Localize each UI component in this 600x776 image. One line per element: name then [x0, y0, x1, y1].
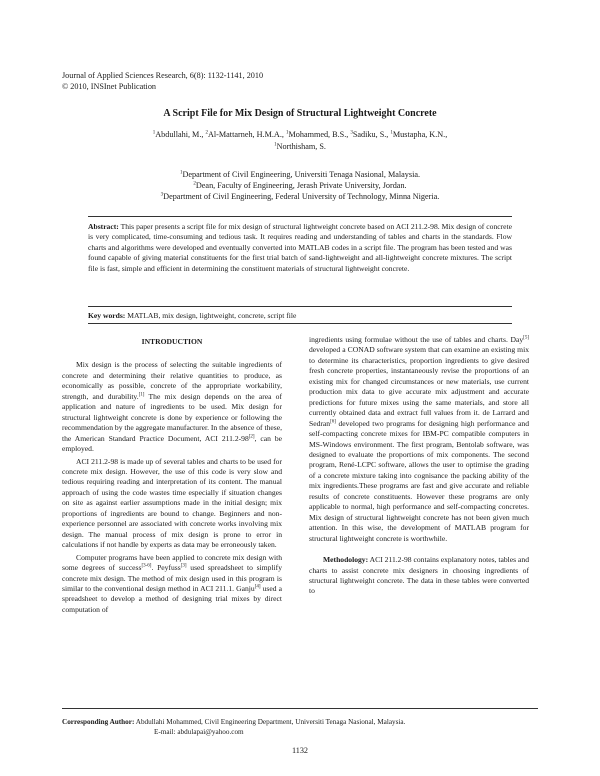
- citation-ref: [2]: [248, 434, 255, 440]
- journal-header: [62, 70, 263, 92]
- author-name: Mohammed, B.S.,: [288, 130, 351, 139]
- affiliation-sup: 3: [160, 192, 164, 198]
- affiliation: [62, 169, 538, 180]
- keywords-text: MATLAB, mix design, lightweight, concrete, script file: [125, 311, 297, 320]
- paragraph: [62, 553, 282, 616]
- paragraph-text: , can be employed.: [62, 433, 282, 454]
- citation-ref: [3]: [180, 563, 187, 569]
- citation-ref: [1]: [138, 392, 145, 398]
- affiliation-sup: 1: [179, 170, 183, 176]
- author-sup: 1: [152, 130, 156, 136]
- abstract: [88, 222, 512, 274]
- paragraph-text: The mix design depends on the area of application and nature of ingredients to be used. Mix design for structural lightweight concrete is done by experience or following the recommendation by the aggregate manufacturer. In the absence of these, the American Standard Practice Document, ACI 211.2-98: [62, 391, 283, 443]
- journal-copyright: © 2010, INSInet Publication: [62, 82, 157, 91]
- author-sup: 1: [285, 130, 289, 136]
- author-name: Mustapha, K.N.,: [392, 130, 448, 139]
- abstract-bottom-rule: [88, 306, 512, 307]
- paragraph: [62, 360, 282, 454]
- right-column: [309, 335, 529, 597]
- citation-ref: [3-6]: [141, 563, 152, 569]
- affiliation: [62, 180, 538, 191]
- footer-rule: [62, 708, 538, 709]
- author-sup: 1: [390, 130, 393, 136]
- citation-ref: [5]: [523, 335, 529, 341]
- paper-title: A Script File for Mix Design of Structural Lightweight Concrete: [163, 108, 437, 119]
- section-heading-introduction: INTRODUCTION: [141, 337, 203, 346]
- paragraph-text: Computer programs have been applied to concrete mix design with some degrees of success: [62, 552, 282, 573]
- author-sup: 3: [350, 130, 353, 136]
- left-column: [62, 335, 282, 615]
- citation-ref: [4]: [254, 584, 261, 590]
- paragraph-text: . Peyfuss: [151, 563, 181, 573]
- abstract-label: Abstract:: [88, 222, 119, 231]
- paragraph-text: used spreadsheet to simplify concrete mix design. The method of mix design used in this program is similar to the conventional design method in ACI 211.1. Ganju: [62, 563, 282, 593]
- citation-ref: [6]: [330, 419, 336, 425]
- author-sup: 2: [205, 130, 208, 136]
- paragraph: [309, 335, 529, 544]
- page-number: 1132: [291, 746, 309, 755]
- author-name: Abdullahi, M.,: [155, 130, 206, 139]
- keywords-rule: [88, 323, 512, 324]
- corresponding-line: [62, 717, 538, 727]
- affiliations: [62, 169, 538, 202]
- keywords: [88, 311, 512, 320]
- section-heading-methodology: Methodology:: [323, 555, 369, 565]
- author-sup: 1: [274, 142, 277, 148]
- affiliation-text: Dean, Faculty of Engineering, Jerash Private University, Jordan.: [195, 181, 407, 190]
- corresponding-label: Corresponding Author:: [62, 718, 135, 726]
- keywords-label: Key words:: [88, 311, 126, 320]
- affiliation-sup: 2: [193, 181, 196, 187]
- author-list: [95, 129, 505, 153]
- paragraph-text: used a spreadsheet to develop a method of designing trial mixes by direct computation of: [62, 583, 282, 614]
- paragraph-text: ACI 211.2-98 contains explanatory notes, tables and charts to assist concrete mix designers in choosing ingredients of structural lightweight concrete. The data in these tables were converted to: [309, 555, 529, 596]
- affiliation: [62, 191, 538, 202]
- corresponding-text: Abdullahi Mohammed, Civil Engineering Department, Universiti Tenaga Nasional, Malaysia.: [134, 718, 406, 726]
- paragraph-text: Mix design is the process of selecting the suitable ingredients of concrete and determining their relative quantities to produce, as economically as possible, concrete of the appropriate workability, strength, and durability.: [62, 360, 282, 401]
- journal-citation: Journal of Applied Sciences Research, 6(8): 1132-1141, 2010: [62, 71, 264, 80]
- author-name: Sadiku, S.,: [352, 130, 391, 139]
- abstract-text: This paper presents a script file for mix design of structural lightweight concrete based on ACI 211.2-98. Mix design of concrete is very complicated, time-consuming and tedious task. It requires reading and understanding of tables and charts in the standards. Flow charts and algorithms were developed and eventually converted into MATLAB codes in a script file. The program has been tested and was found capable of giving material constituents for the first trial batch of sand-lightweight and all-lightweight concrete mixtures. The script file is fast, simple and efficient in determining the constituent materials of structural lightweight concrete.: [88, 222, 512, 273]
- affiliation-text: Department of Civil Engineering, Universiti Tenaga Nasional, Malaysia.: [182, 170, 421, 179]
- paragraph: [309, 555, 529, 597]
- paragraph-text: developed two programs for designing high performance and self-compacting concrete mixes for IBM-PC compatible computers in MS-Windows environment. The first program, Bentolab software, was designed to evaluate the proportions of mix components. The second program, René-LCPC software, allows the user to optimise the grading of a concrete mixture taking into cognisance the packing ability of the mix ingredients.These programs are fast and give accurate and reliable results of concrete constituents. However these programs are only applicable to normal, high performance and self-compacting concretes. Mix design of structural lightweight concrete has not been given much attention. In this wise, the development of MATLAB program for structural lightweight concrete is worthwhile.: [309, 418, 529, 543]
- paragraph-text: ingredients using formulae without the use of tables and charts. Day: [309, 335, 524, 344]
- author-name: Northisham, S.: [276, 142, 326, 151]
- abstract-top-rule: [88, 216, 512, 217]
- paragraph-text: developed a CONAD software system that can examine an existing mix to determine its characteristics, proportion ingredients to give desired fresh concrete properties, instantaneously revise the proportions of an existing mix for changed circumstances or new materials, use current production mix data to give accurate mix adjustment and accurate predictions for future mixes using the same materials, and store all currently obtained data and extract full values from it. de Larrard and Sedran: [309, 345, 529, 428]
- corresponding-email: E-mail: abdulapai@yahoo.com: [154, 728, 244, 736]
- paragraph: ACI 211.2-98 is made up of several tables and charts to be used for concrete mix design. However, the use of this code is very slow and tedious requiring reading and interpretation of its content. The manual approach of using the code wastes time especially if situation changes on site as against earlier assumptions made in the initial design; mix proportions of ingredients are bound to change. Beginners and non-experience personnel are associated with concrete works involving mix design. The manual process of mix design is prone to error in calculations if not handle by experts as data may be erroneously taken.: [62, 456, 282, 550]
- corresponding-author: [62, 717, 538, 737]
- affiliation-text: Department of Civil Engineering, Federal University of Technology, Minna Nigeria.: [163, 192, 440, 201]
- author-name: Al-Mattarneh, H.M.A.,: [207, 130, 286, 139]
